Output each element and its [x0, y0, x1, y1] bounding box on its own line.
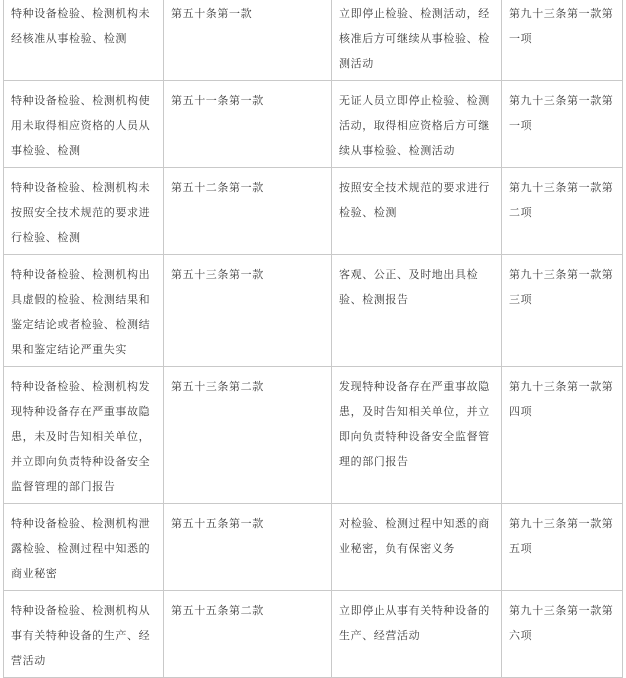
basis-clause-cell: 第九十三条第一款第五项: [502, 504, 623, 591]
penalty-clause-cell: 第五十一条第一款: [164, 81, 332, 168]
table-row: [4, 81, 623, 168]
requirement-cell: 立即停止检验、检测活动，经核准后方可继续从事检验、检测活动: [332, 0, 502, 81]
violation-cell: 特种设备检验、检测机构泄露检验、检测过程中知悉的商业秘密: [4, 504, 164, 591]
table-row: [4, 367, 623, 504]
table-row: [4, 504, 623, 591]
basis-clause-cell: 第九十三条第一款第一项: [502, 0, 623, 81]
table-row: [4, 0, 623, 81]
table-row: [4, 255, 623, 367]
requirement-cell: 发现特种设备存在严重事故隐患，及时告知相关单位，并立即向负责特种设备安全监督管理的部门报告: [332, 367, 502, 504]
table-row: [4, 168, 623, 255]
basis-clause-cell: 第九十三条第一款第三项: [502, 255, 623, 367]
penalty-clause-cell: 第五十五条第二款: [164, 591, 332, 678]
regulation-table: [3, 0, 623, 678]
basis-clause-cell: 第九十三条第一款第二项: [502, 168, 623, 255]
basis-clause-cell: 第九十三条第一款第六项: [502, 591, 623, 678]
requirement-cell: 无证人员立即停止检验、检测活动，取得相应资格后方可继续从事检验、检测活动: [332, 81, 502, 168]
table-row: [4, 591, 623, 678]
requirement-cell: 对检验、检测过程中知悉的商业秘密，负有保密义务: [332, 504, 502, 591]
violation-cell: 特种设备检验、检测机构未按照安全技术规范的要求进行检验、检测: [4, 168, 164, 255]
penalty-clause-cell: 第五十三条第一款: [164, 255, 332, 367]
violation-cell: 特种设备检验、检测机构从事有关特种设备的生产、经营活动: [4, 591, 164, 678]
penalty-clause-cell: 第五十五条第一款: [164, 504, 332, 591]
violation-cell: 特种设备检验、检测机构使用未取得相应资格的人员从事检验、检测: [4, 81, 164, 168]
requirement-cell: 立即停止从事有关特种设备的生产、经营活动: [332, 591, 502, 678]
penalty-clause-cell: 第五十条第一款: [164, 0, 332, 81]
violation-cell: 特种设备检验、检测机构发现特种设备存在严重事故隐患，未及时告知相关单位，并立即向负责特种设备安全监督管理的部门报告: [4, 367, 164, 504]
penalty-clause-cell: 第五十三条第二款: [164, 367, 332, 504]
requirement-cell: 按照安全技术规范的要求进行检验、检测: [332, 168, 502, 255]
basis-clause-cell: 第九十三条第一款第一项: [502, 81, 623, 168]
requirement-cell: 客观、公正、及时地出具检验、检测报告: [332, 255, 502, 367]
penalty-clause-cell: 第五十二条第一款: [164, 168, 332, 255]
violation-cell: 特种设备检验、检测机构出具虚假的检验、检测结果和鉴定结论或者检验、检测结果和鉴定结论严重失实: [4, 255, 164, 367]
basis-clause-cell: 第九十三条第一款第四项: [502, 367, 623, 504]
violation-cell: 特种设备检验、检测机构未经核准从事检验、检测: [4, 0, 164, 81]
